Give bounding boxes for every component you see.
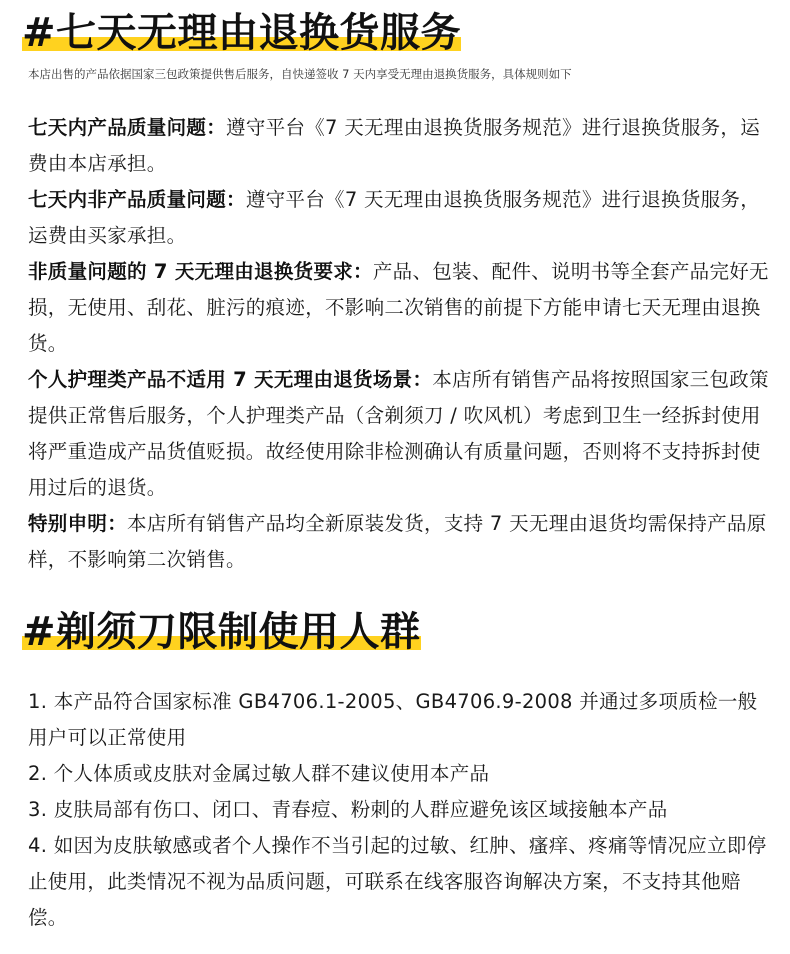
restricted-users-heading (22, 609, 421, 655)
list-item: 2. 个人体质或皮肤对金属过敏人群不建议使用本产品 (28, 762, 490, 785)
policy-term: 七天内产品质量问题： (28, 116, 227, 139)
policy-text: 本店所有销售产品均全新原装发货，支持 7 天无理由退货均需保持产品原样，不影响第二次销售。 (28, 512, 767, 571)
list-item: 1. 本产品符合国家标准 GB4706.1-2005、GB4706.9-2008 并通过多项质检一般用户可以正常使用 (28, 690, 758, 749)
policy-text: 遵守平台《7 天无理由退换货服务规范》进行退换货服务，运费由买家承担。 (28, 188, 761, 247)
list-item: 3. 皮肤局部有伤口、闭口、青春痘、粉刺的人群应避免该区域接触本产品 (28, 798, 668, 821)
policy-text: 产品、包装、配件、说明书等全套产品完好无损，无使用、刮花、脏污的痕迹，不影响二次销售的前提下方能申请七天无理由退换货。 (28, 260, 769, 355)
policy-term: 个人护理类产品不适用 7 天无理由退货场景： (28, 368, 433, 391)
return-policy-heading (22, 10, 462, 56)
return-policy-heading-text: #七天无理由退换货服务 (22, 10, 462, 56)
policy-term: 非质量问题的 7 天无理由退换货要求： (28, 260, 373, 283)
return-policy-body (28, 110, 773, 578)
restricted-users-list (28, 684, 773, 936)
policy-item (28, 254, 773, 362)
policy-text: 遵守平台《7 天无理由退换货服务规范》进行退换货服务，运费由本店承担。 (28, 116, 761, 175)
policy-text: 本店所有销售产品将按照国家三包政策提供正常售后服务，个人护理类产品（含剃须刀 / 吹风机）考虑到卫生一经拆封使用将严重造成产品货值贬损。故经使用除非检测确认有质量问题，否则将不支持拆封使用过后的退货。 (28, 368, 769, 499)
restricted-users-heading-text: #剃须刀限制使用人群 (22, 609, 421, 655)
policy-term: 特别申明： (28, 512, 128, 535)
policy-item (28, 110, 773, 182)
policy-item (28, 182, 773, 254)
policy-item (28, 362, 773, 506)
list-item: 4. 如因为皮肤敏感或者个人操作不当引起的过敏、红肿、瘙痒、疼痛等情况应立即停止使用，此类情况不视为品质问题，可联系在线客服咨询解决方案，不支持其他赔偿。 (28, 834, 767, 929)
policy-item (28, 506, 773, 578)
return-policy-subtitle: 本店出售的产品依据国家三包政策提供售后服务，自快递签收 7 天内享受无理由退换货服务，具体规则如下 (28, 67, 572, 81)
policy-term: 七天内非产品质量问题： (28, 188, 246, 211)
